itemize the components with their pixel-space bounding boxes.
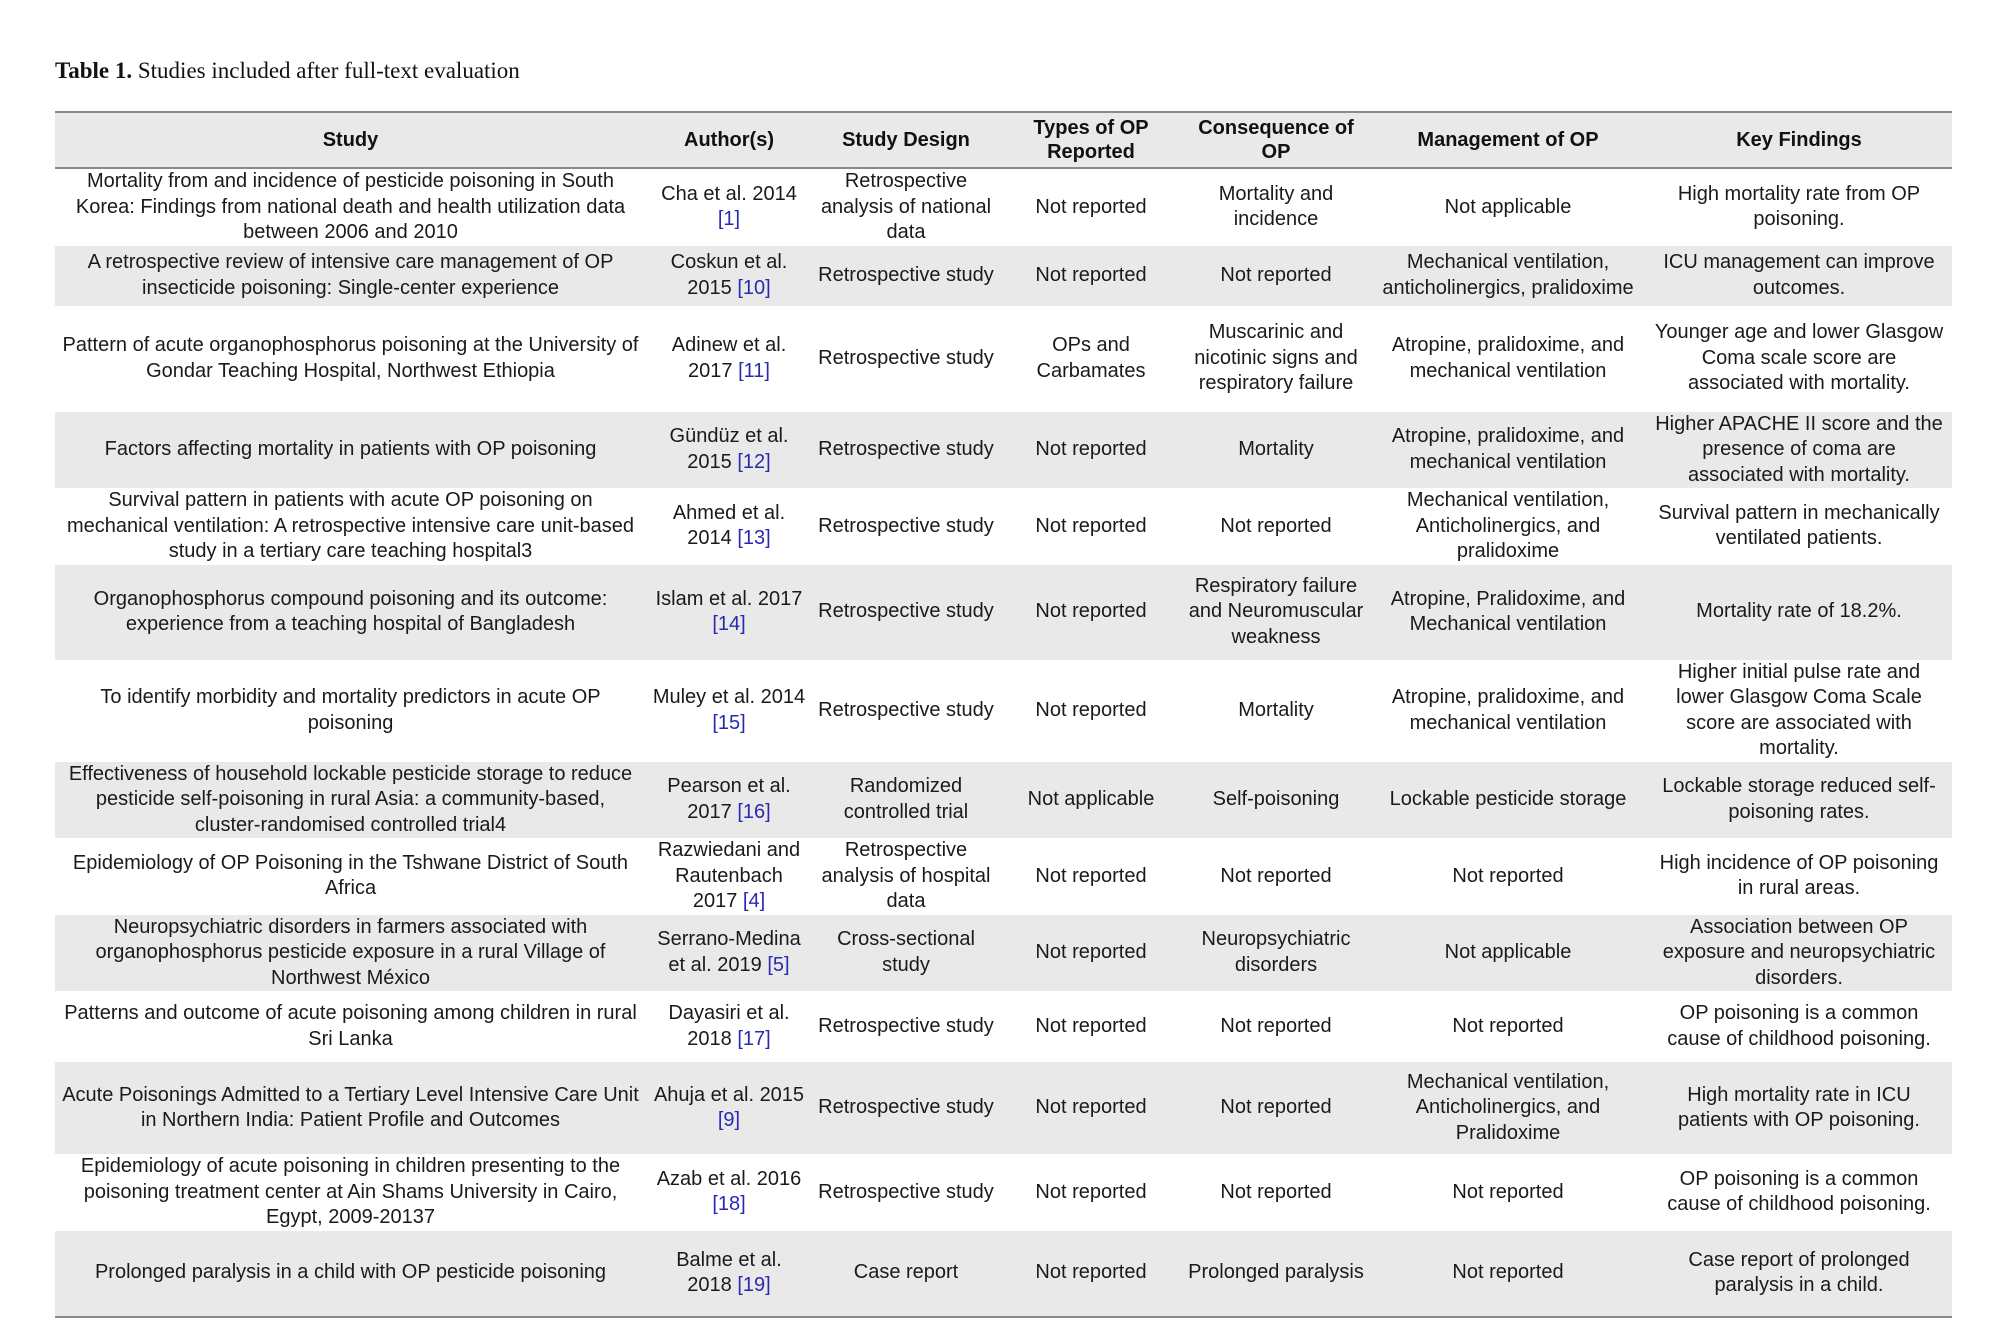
cell-study-text: Organophosphorus compound poisoning and its outcome: experience from a teaching hospital of Bangladesh (93, 587, 608, 635)
cell-study-design-text: Retrospective study (818, 1180, 994, 1203)
reference-link[interactable]: [10] (737, 276, 771, 299)
cell-management (1370, 488, 1646, 565)
header-management: Management of OP (1417, 129, 1599, 151)
cell-management (1370, 168, 1646, 246)
cell-study-design-text: Retrospective study (818, 346, 994, 369)
cell-author-text: Ahmed et al. 2014 (672, 501, 786, 550)
cell-study-design (812, 412, 1000, 489)
cell-types-of-op-text: Not reported (1035, 600, 1147, 623)
cell-key-findings (1646, 991, 1952, 1062)
table-row (55, 1062, 1952, 1154)
cell-types-of-op (1000, 306, 1182, 412)
cell-key-findings-text: OP poisoning is a common cause of childhood poisoning. (1667, 1002, 1931, 1050)
cell-consequence (1182, 1154, 1370, 1231)
reference-link[interactable]: [4] (742, 890, 766, 912)
cell-study-design (812, 1154, 1000, 1231)
table-caption (55, 58, 520, 84)
cell-key-findings-text: ICU management can improve outcomes. (1663, 251, 1935, 299)
cell-consequence-text: Not reported (1220, 1096, 1332, 1119)
cell-study-design-text: Retrospective study (818, 263, 994, 286)
cell-management-text: Not reported (1452, 1014, 1564, 1037)
reference-link[interactable]: [11] (738, 359, 770, 382)
cell-consequence-text: Neuropsychiatric disorders (1201, 928, 1351, 976)
cell-author-text: Gündüz et al. 2015 (669, 425, 789, 473)
cell-consequence (1182, 915, 1370, 992)
table-caption-label: Table 1. (55, 58, 133, 83)
cell-study-design (812, 762, 1000, 839)
cell-key-findings-text: Survival pattern in mechanically ventilated patients. (1658, 501, 1940, 550)
cell-study-design (812, 660, 1000, 762)
table-row (55, 412, 1952, 489)
cell-author (646, 915, 812, 992)
cell-key-findings-text: Higher APACHE II score and the presence of coma are associated with mortality. (1655, 412, 1943, 486)
cell-key-findings-text: High incidence of OP poisoning in rural areas. (1659, 851, 1939, 900)
cell-study-text: Effectiveness of household lockable pesticide storage to reduce pesticide self-poisoning in rural Asia: a community-based, cluster-randomised controlled trial4 (68, 762, 633, 836)
cell-study-design (812, 565, 1000, 660)
header-consequence: Consequence of OP (1198, 117, 1354, 163)
cell-key-findings (1646, 660, 1952, 762)
header-study-design: Study Design (842, 129, 970, 151)
cell-types-of-op-text: Not reported (1035, 941, 1147, 963)
cell-study (55, 246, 646, 306)
reference-link[interactable]: [19] (737, 1274, 771, 1296)
cell-author (646, 306, 812, 412)
table-row (55, 1231, 1952, 1317)
cell-management (1370, 246, 1646, 306)
table-row (55, 306, 1952, 412)
cell-key-findings (1646, 1062, 1952, 1154)
cell-author-text: Adinew et al. 2017 (671, 334, 787, 382)
cell-study-text: Prolonged paralysis in a child with OP pesticide poisoning (94, 1261, 607, 1284)
cell-management (1370, 412, 1646, 489)
cell-author-text: Serrano-Medina et al. 2019 (657, 928, 801, 976)
cell-study-text: Epidemiology of OP Poisoning in the Tshwane District of South Africa (72, 851, 629, 900)
cell-key-findings-text: Mortality rate of 18.2%. (1696, 600, 1902, 623)
cell-study (55, 838, 646, 915)
cell-key-findings-text: Lockable storage reduced self-poisoning rates. (1662, 775, 1936, 823)
cell-types-of-op (1000, 1154, 1182, 1231)
cell-study-design (812, 838, 1000, 915)
cell-types-of-op (1000, 1231, 1182, 1317)
cell-study-design-text: Retrospective study (818, 1096, 994, 1119)
table-caption-text: Studies included after full-text evaluation (132, 58, 520, 83)
cell-management-text: Atropine, pralidoxime, and mechanical ventilation (1391, 425, 1625, 473)
table-row (55, 838, 1952, 915)
cell-consequence (1182, 412, 1370, 489)
table-row (55, 565, 1952, 660)
table-row (55, 1154, 1952, 1231)
cell-consequence-text: Mortality and incidence (1218, 182, 1334, 231)
table-row (55, 488, 1952, 565)
cell-management-text: Mechanical ventilation, Anticholinergics, and pralidoxime (1406, 489, 1610, 562)
cell-consequence (1182, 838, 1370, 915)
cell-author-text: Dayasiri et al. 2018 (668, 1002, 790, 1050)
cell-consequence-text: Not reported (1220, 1180, 1332, 1203)
cell-study-design (812, 1062, 1000, 1154)
cell-management-text: Not reported (1452, 1180, 1564, 1203)
cell-study-text: Epidemiology of acute poisoning in children presenting to the poisoning treatment center at Ain Shams University in Cairo, Egypt, 2009-20137 (80, 1155, 621, 1228)
cell-author (646, 488, 812, 565)
table-row (55, 660, 1952, 762)
cell-consequence-text: Mortality (1238, 698, 1314, 721)
cell-study (55, 660, 646, 762)
reference-link[interactable]: [18] (712, 1193, 746, 1216)
cell-study (55, 1062, 646, 1154)
header-study: Study (322, 129, 379, 151)
cell-types-of-op (1000, 412, 1182, 489)
cell-types-of-op (1000, 565, 1182, 660)
cell-consequence-text: Mortality (1238, 438, 1314, 460)
cell-study-design-text: Retrospective study (818, 514, 994, 537)
cell-author (646, 1231, 812, 1317)
table-header-row (55, 112, 1952, 168)
cell-study-text: Patterns and outcome of acute poisoning among children in rural Sri Lanka (64, 1002, 637, 1050)
cell-key-findings (1646, 246, 1952, 306)
table-row (55, 168, 1952, 246)
cell-types-of-op (1000, 168, 1182, 246)
cell-study-design (812, 915, 1000, 992)
cell-types-of-op (1000, 762, 1182, 839)
cell-consequence (1182, 488, 1370, 565)
reference-link[interactable]: [13] (737, 527, 771, 550)
cell-author (646, 660, 812, 762)
cell-author-text: Balme et al. 2018 (676, 1248, 782, 1296)
cell-author (646, 246, 812, 306)
cell-management (1370, 1062, 1646, 1154)
cell-types-of-op (1000, 660, 1182, 762)
cell-types-of-op (1000, 838, 1182, 915)
cell-key-findings-text: High mortality rate in ICU patients with OP poisoning. (1677, 1083, 1920, 1131)
cell-study-design-text: Retrospective analysis of national data (820, 170, 992, 243)
cell-consequence-text: Respiratory failure and Neuromuscular weakness (1188, 574, 1364, 648)
cell-study (55, 412, 646, 489)
reference-link[interactable]: [1] (717, 208, 741, 231)
cell-study (55, 168, 646, 246)
cell-study-text: Pattern of acute organophosphorus poisoning at the University of Gondar Teaching Hospital, Northwest Ethiopia (62, 334, 639, 382)
cell-study-design-text: Retrospective analysis of hospital data (821, 839, 991, 912)
cell-key-findings (1646, 762, 1952, 839)
cell-author (646, 412, 812, 489)
header-authors: Author(s) (684, 129, 774, 151)
cell-types-of-op-text: Not reported (1035, 514, 1147, 537)
cell-management (1370, 762, 1646, 839)
cell-key-findings (1646, 1154, 1952, 1231)
cell-consequence-text: Not reported (1220, 263, 1332, 286)
cell-management (1370, 1154, 1646, 1231)
cell-management (1370, 1231, 1646, 1317)
cell-study-text: To identify morbidity and mortality predictors in acute OP poisoning (100, 686, 601, 734)
cell-management-text: Atropine, Pralidoxime, and Mechanical ventilation (1390, 587, 1626, 635)
table-row (55, 762, 1952, 839)
cell-key-findings (1646, 565, 1952, 660)
cell-key-findings-text: Higher initial pulse rate and lower Glasgow Coma Scale score are associated with mortality. (1676, 660, 1922, 759)
cell-author-text: Pearson et al. 2017 (667, 775, 791, 823)
cell-consequence (1182, 762, 1370, 839)
cell-study-design-text: Randomized controlled trial (843, 775, 969, 823)
cell-types-of-op (1000, 991, 1182, 1062)
cell-consequence-text: Not reported (1220, 864, 1332, 887)
cell-study-text: Factors affecting mortality in patients with OP poisoning (104, 438, 597, 460)
cell-management (1370, 660, 1646, 762)
cell-study-design-text: Cross-sectional study (837, 928, 975, 976)
cell-types-of-op (1000, 488, 1182, 565)
cell-consequence (1182, 565, 1370, 660)
cell-consequence-text: Not reported (1220, 514, 1332, 537)
reference-link[interactable]: [12] (737, 450, 771, 473)
reference-link[interactable]: [15] (712, 711, 746, 734)
cell-consequence-text: Not reported (1220, 1014, 1332, 1037)
cell-management (1370, 838, 1646, 915)
cell-author-text: Ahuja et al. 2015 (653, 1083, 805, 1106)
cell-author-text: Muley et al. 2014 (652, 686, 806, 708)
cell-study (55, 991, 646, 1062)
cell-study-design-text: Retrospective study (818, 698, 994, 721)
cell-consequence (1182, 246, 1370, 306)
table-row (55, 246, 1952, 306)
cell-consequence (1182, 1231, 1370, 1317)
cell-author-text: Razwiedani and Rautenbach 2017 (657, 839, 801, 912)
cell-types-of-op-text: OPs and Carbamates (1036, 334, 1146, 382)
cell-study-design-text: Case report (853, 1261, 959, 1284)
cell-study (55, 565, 646, 660)
cell-author (646, 762, 812, 839)
cell-study-design-text: Retrospective study (818, 600, 994, 623)
cell-author-text: Islam et al. 2017 (655, 587, 803, 610)
cell-types-of-op (1000, 915, 1182, 992)
cell-study (55, 1154, 646, 1231)
cell-key-findings-text: High mortality rate from OP poisoning. (1677, 182, 1921, 231)
cell-management-text: Not applicable (1444, 941, 1572, 963)
cell-study-design-text: Retrospective study (818, 1014, 994, 1037)
cell-management-text: Lockable pesticide storage (1389, 788, 1627, 810)
cell-key-findings (1646, 1231, 1952, 1317)
cell-study (55, 306, 646, 412)
cell-key-findings (1646, 168, 1952, 246)
cell-author-text: Coskun et al. 2015 (670, 251, 788, 299)
cell-management-text: Mechanical ventilation, Anticholinergics, and Pralidoxime (1406, 1070, 1610, 1144)
cell-types-of-op-text: Not reported (1035, 1096, 1147, 1119)
cell-consequence (1182, 991, 1370, 1062)
reference-link[interactable]: [9] (717, 1109, 741, 1131)
reference-link[interactable]: [14] (712, 613, 746, 635)
cell-management-text: Mechanical ventilation, anticholinergics, pralidoxime (1382, 251, 1634, 299)
studies-table (55, 111, 1952, 1318)
cell-management-text: Not reported (1452, 864, 1564, 887)
cell-types-of-op-text: Not reported (1035, 864, 1147, 887)
cell-study (55, 488, 646, 565)
cell-study-text: A retrospective review of intensive care management of OP insecticide poisoning: Single-center experience (87, 251, 614, 299)
cell-types-of-op-text: Not reported (1035, 263, 1147, 286)
cell-types-of-op-text: Not reported (1035, 438, 1147, 460)
cell-management-text: Not reported (1452, 1261, 1564, 1284)
cell-management (1370, 306, 1646, 412)
cell-study-design (812, 488, 1000, 565)
table-row (55, 991, 1952, 1062)
cell-study (55, 762, 646, 839)
cell-author (646, 1154, 812, 1231)
cell-consequence (1182, 168, 1370, 246)
cell-author-text: Cha et al. 2014 (661, 182, 797, 205)
cell-study-design (812, 991, 1000, 1062)
cell-consequence-text: Self-poisoning (1212, 788, 1340, 810)
cell-author (646, 991, 812, 1062)
header-key-findings: Key Findings (1736, 129, 1862, 151)
cell-management-text: Atropine, pralidoxime, and mechanical ventilation (1391, 686, 1625, 734)
cell-key-findings (1646, 412, 1952, 489)
reference-link[interactable]: [5] (767, 953, 790, 976)
cell-author (646, 565, 812, 660)
cell-study-text: Mortality from and incidence of pesticide poisoning in South Korea: Findings from national death and health utilization data between 2006 and 2010 (75, 170, 626, 243)
cell-management (1370, 915, 1646, 992)
cell-study-design (812, 306, 1000, 412)
cell-consequence (1182, 306, 1370, 412)
cell-key-findings (1646, 306, 1952, 412)
cell-types-of-op (1000, 246, 1182, 306)
cell-types-of-op-text: Not reported (1035, 698, 1147, 721)
table-row (55, 915, 1952, 992)
cell-key-findings-text: Case report of prolonged paralysis in a child. (1688, 1248, 1910, 1296)
cell-consequence-text: Prolonged paralysis (1188, 1261, 1364, 1284)
cell-types-of-op-text: Not reported (1035, 1261, 1147, 1284)
reference-link[interactable]: [16] (737, 800, 771, 823)
cell-author-text: Azab et al. 2016 (656, 1167, 802, 1190)
cell-study-text: Survival pattern in patients with acute OP poisoning on mechanical ventilation: A retrospective intensive care unit-based study in a tertiary care teaching hospital3 (67, 489, 634, 562)
cell-study-design (812, 1231, 1000, 1317)
cell-key-findings-text: OP poisoning is a common cause of childhood poisoning. (1667, 1167, 1931, 1216)
cell-types-of-op (1000, 1062, 1182, 1154)
cell-management (1370, 991, 1646, 1062)
cell-study-design-text: Retrospective study (818, 438, 994, 460)
cell-study (55, 915, 646, 992)
cell-author (646, 168, 812, 246)
cell-types-of-op-text: Not applicable (1027, 788, 1155, 810)
cell-consequence (1182, 1062, 1370, 1154)
cell-author (646, 1062, 812, 1154)
cell-types-of-op-text: Not reported (1035, 1014, 1147, 1037)
reference-link[interactable]: [17] (737, 1027, 771, 1050)
cell-consequence (1182, 660, 1370, 762)
cell-study-design (812, 168, 1000, 246)
cell-types-of-op-text: Not reported (1035, 195, 1147, 218)
cell-management (1370, 565, 1646, 660)
cell-study-text: Acute Poisonings Admitted to a Tertiary Level Intensive Care Unit in Northern India: Patient Profile and Outcomes (62, 1083, 639, 1131)
cell-management-text: Atropine, pralidoxime, and mechanical ventilation (1391, 334, 1625, 382)
cell-key-findings (1646, 488, 1952, 565)
cell-study-design (812, 246, 1000, 306)
cell-key-findings-text: Younger age and lower Glasgow Coma scale score are associated with mortality. (1654, 321, 1944, 395)
cell-key-findings-text: Association between OP exposure and neuropsychiatric disorders. (1662, 915, 1936, 989)
cell-study-text: Neuropsychiatric disorders in farmers associated with organophosphorus pesticide exposure in a rural Village of Northwest México (95, 915, 606, 989)
cell-key-findings (1646, 915, 1952, 992)
header-types-of-op: Types of OP Reported (1033, 117, 1149, 163)
cell-author (646, 838, 812, 915)
cell-key-findings (1646, 838, 1952, 915)
cell-study (55, 1231, 646, 1317)
cell-management-text: Not applicable (1444, 195, 1572, 218)
cell-types-of-op-text: Not reported (1035, 1180, 1147, 1203)
cell-consequence-text: Muscarinic and nicotinic signs and respiratory failure (1194, 321, 1358, 395)
